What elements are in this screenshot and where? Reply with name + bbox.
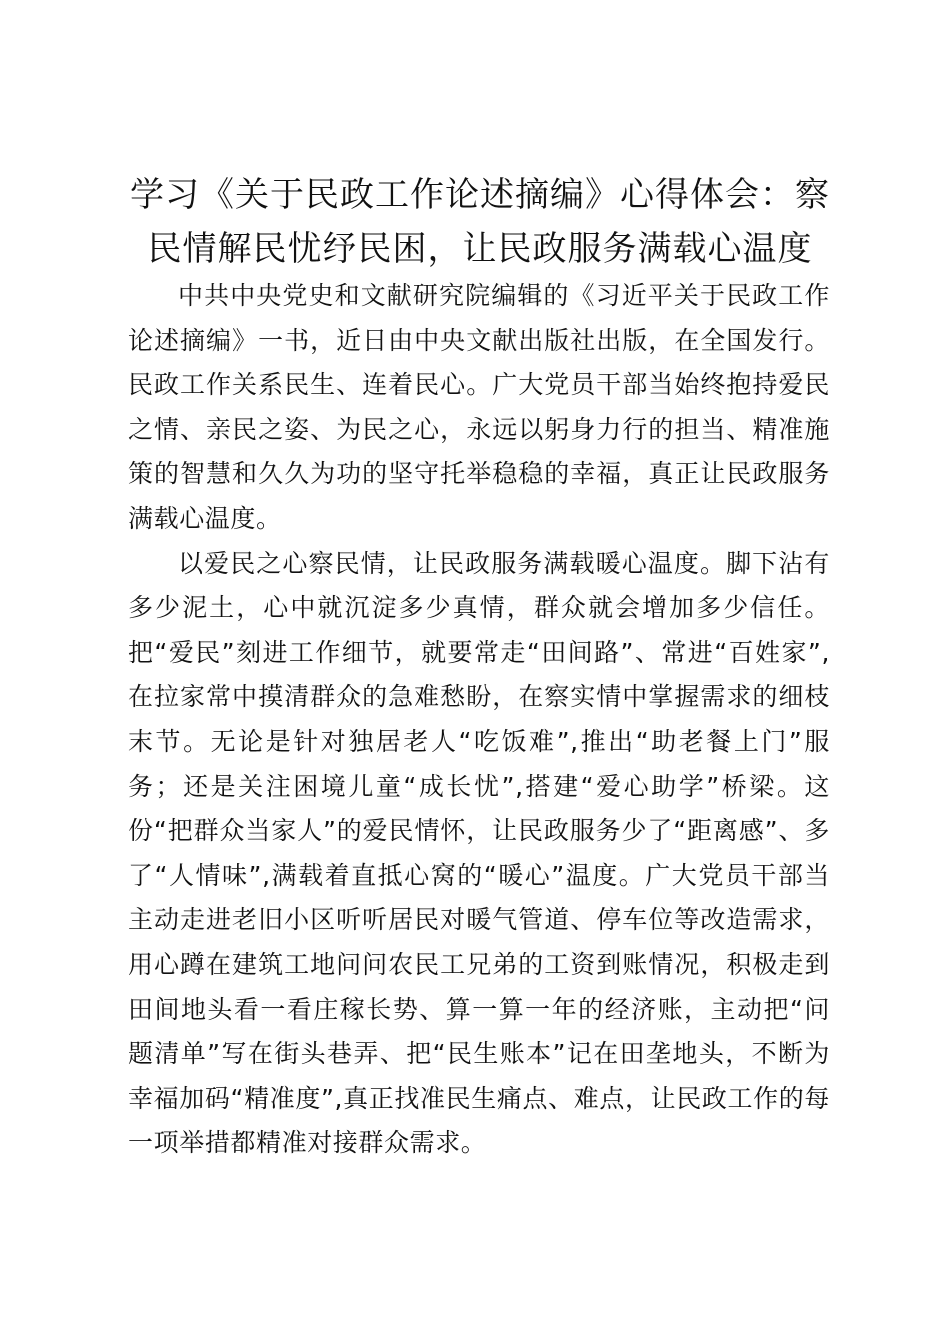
paragraph-intro: 中共中央党史和文献研究院编辑的《习近平关于民政工作论述摘编》一书，近日由中央文献出版社出版，在全国发行。民政工作关系民生、连着民心。广大党员干部当始终抱持爱民之情、亲民之姿、为民之心，永远以躬身力行的担当、精准施策的智慧和久久为功的坚守托举稳稳的幸福，真正让民政服务满载心温度。 — [128, 281, 830, 533]
document-body — [128, 274, 830, 1166]
paragraph-care-for-people: 以爱民之心察民情，让民政服务满载暖心温度。脚下沾有多少泥土，心中就沉淀多少真情，群众就会增加多少信任。把“爱民”刻进工作细节，就要常走“田间路”、常进“百姓家”,在拉家常中摸清群众的急难愁盼，在察实情中掌握需求的细枝末节。无论是针对独居老人“吃饭难”,推出“助老餐上门”服务；还是关注困境儿童“成长忧”,搭建“爱心助学”桥梁。这份“把群众当家人”的爱民情怀，让民政服务少了“距离感”、多了“人情味”,满载着直抵心窝的“暖心”温度。广大党员干部当主动走进老旧小区听听居民对暖气管道、停车位等改造需求，用心蹲在建筑工地问问农民工兄弟的工资到账情况，积极走到田间地头看一看庄稼长势、算一算一年的经济账，主动把“问题清单”写在街头巷弄、把“民生账本”记在田垄地头，不断为幸福加码“精准度”,真正找准民生痛点、难点，让民政工作的每一项举措都精准对接群众需求。 — [128, 548, 830, 1158]
document-title: 学习《关于民政工作论述摘编》心得体会：察民情解民忧纾民困，让民政服务满载心温度 — [130, 175, 830, 269]
